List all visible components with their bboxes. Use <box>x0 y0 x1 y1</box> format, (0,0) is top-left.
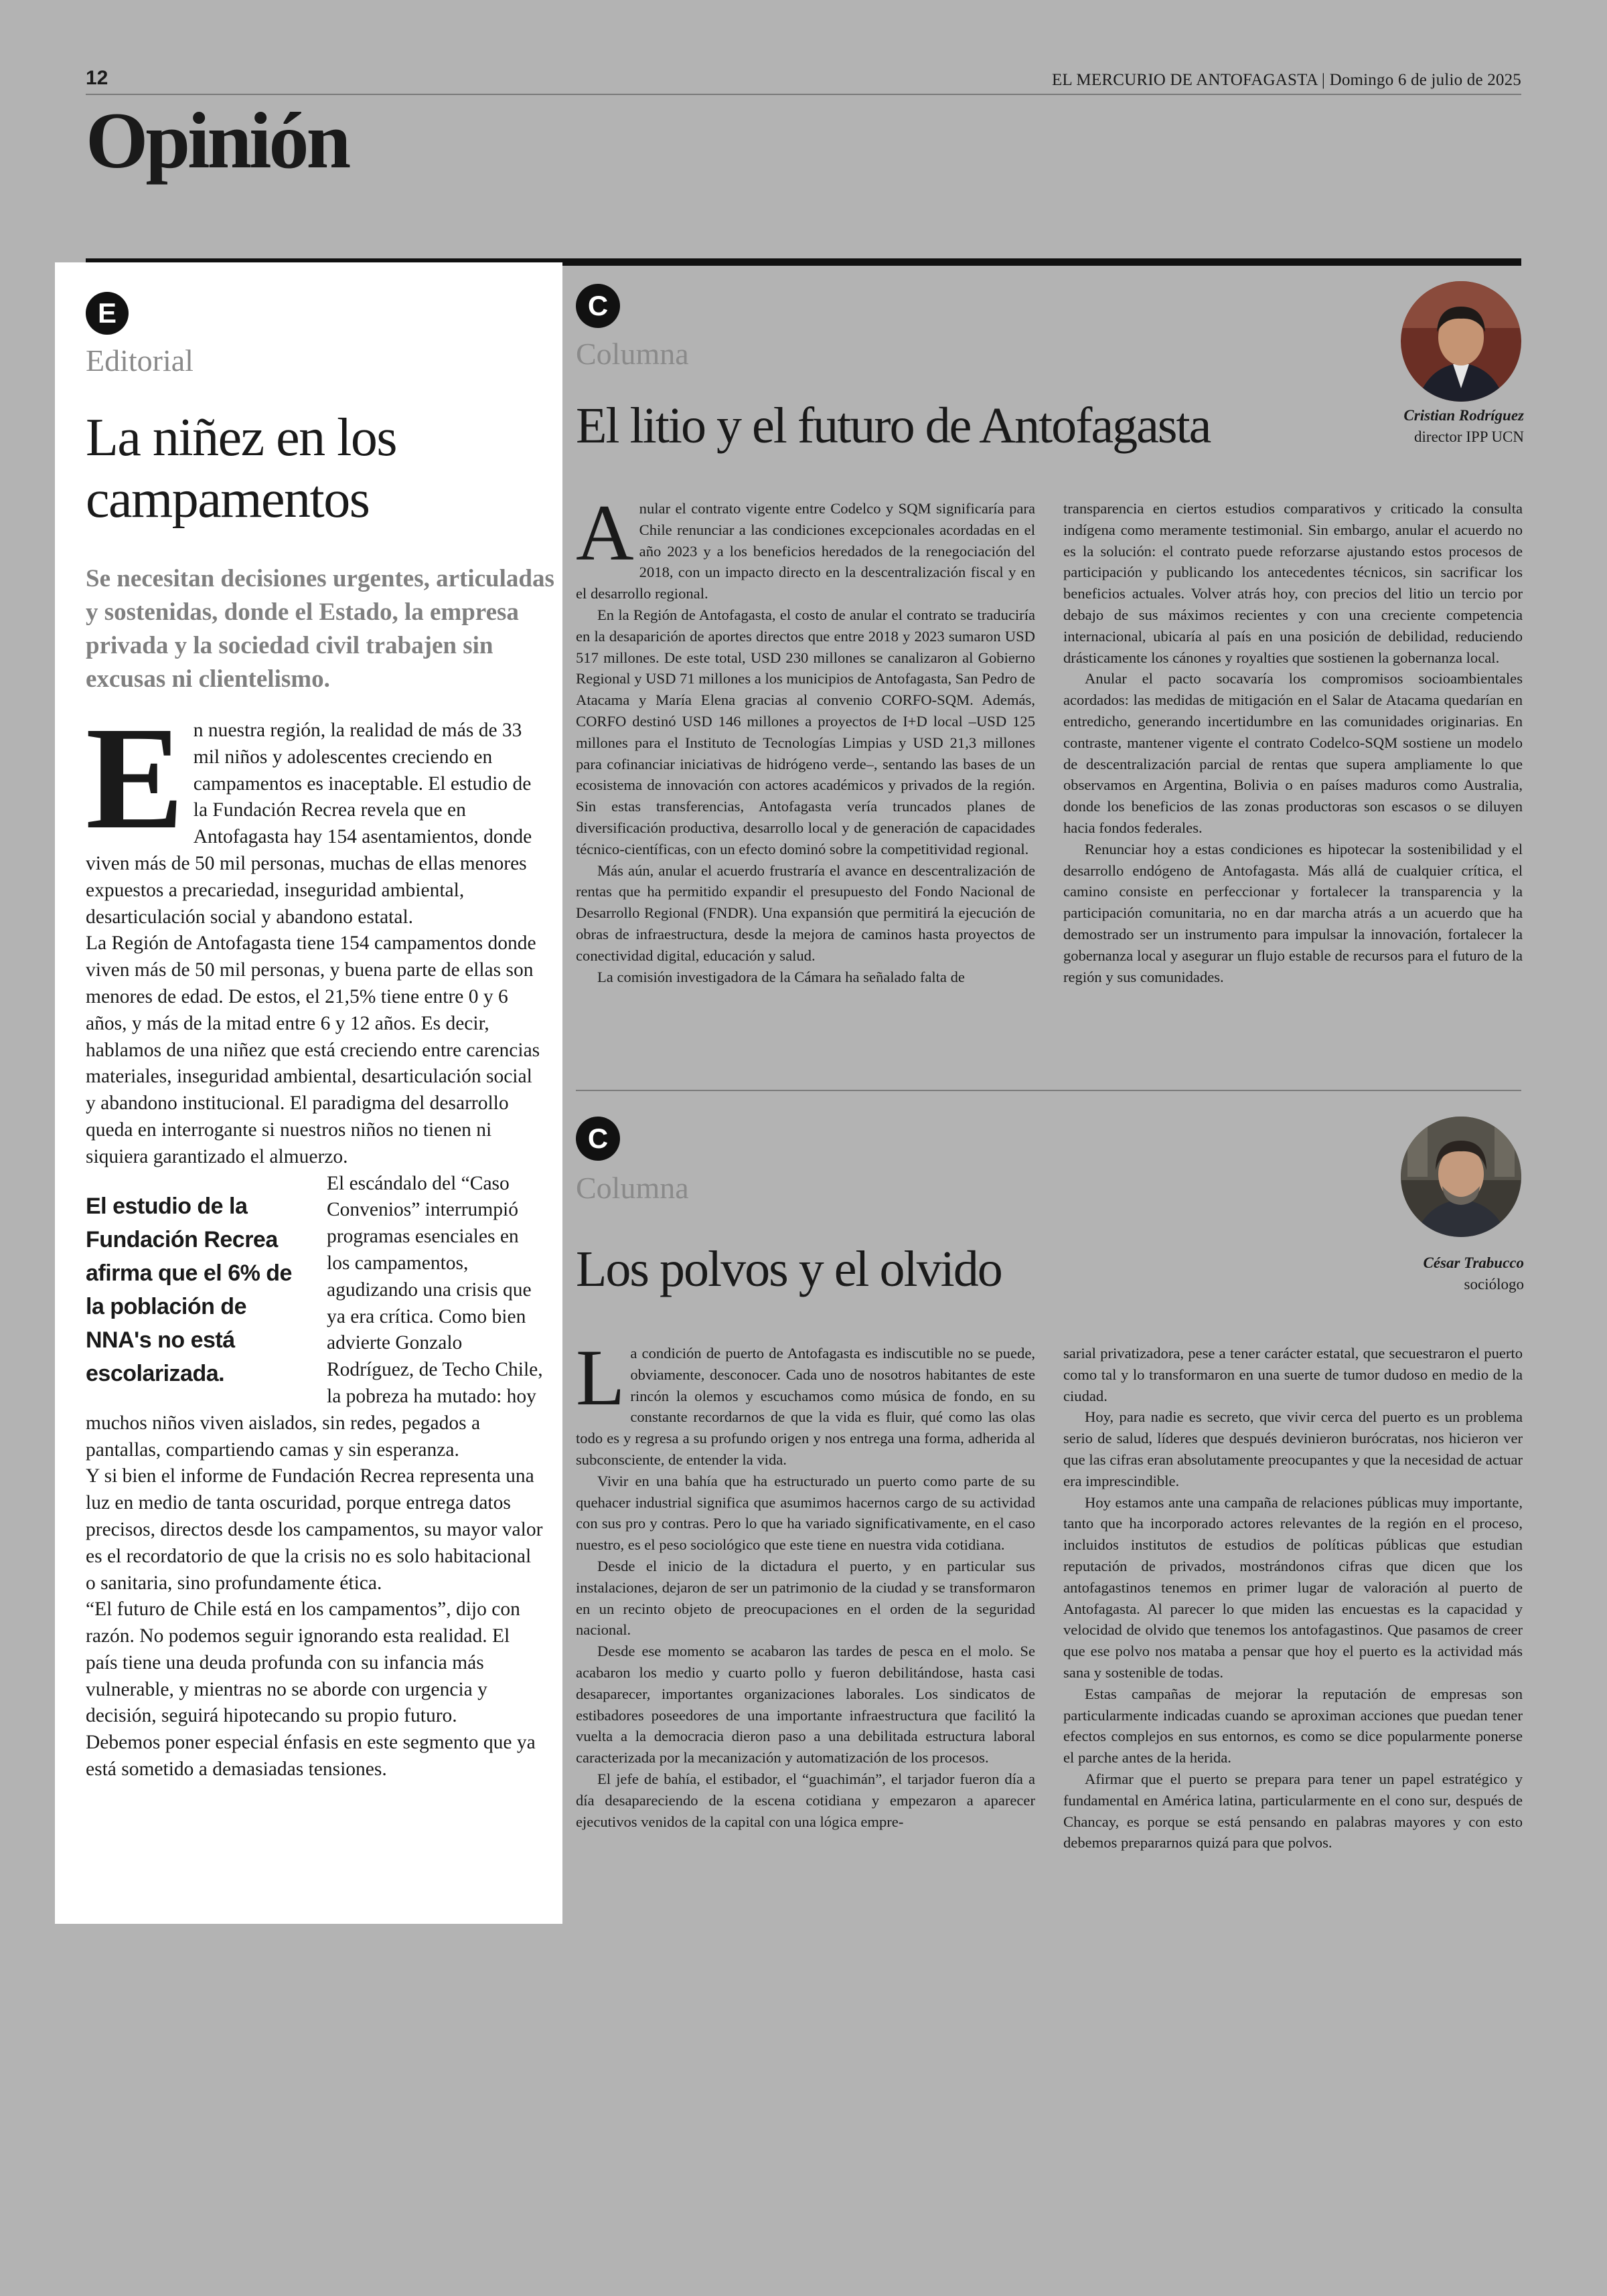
header-rule <box>86 94 1521 95</box>
editorial-paragraph: Y si bien el informe de Fundación Recrea representa una luz en medio de tanta oscuridad, porque entrega datos precisos, directos desde los campamentos, su mayor valor es el recordatorio de que la crisis no es solo habitacional o sanitaria, sino profundamente ética. <box>86 1465 543 1594</box>
editorial-lead: Se necesitan decisiones urgentes, articuladas y sostenidas, donde el Estado, la empresa privada y la sociedad civil trabajen sin excusas ni clientelismo. <box>86 565 554 693</box>
section-title: Opinión <box>86 96 349 185</box>
column2-text-left <box>576 1333 1035 1832</box>
column1-badge: C <box>576 284 620 328</box>
column2-paragraph: El jefe de bahía, el estibador, el “guachimán”, el tarjador fueron día a día desapareciendo de la escena cotidiana y empezaron a aparecer ejecutivos venidos de la capital con una lógica empre- <box>576 1770 1035 1830</box>
column2-text-right <box>1063 1343 1523 1854</box>
editorial-kicker: Editorial <box>86 343 194 378</box>
column2-paragraph: a condición de puerto de Antofagasta es indiscutible no se puede, obviamente, desconocer. Cada uno de nosotros habitantes de este rincón la olemos y escuchamos como música de fondo, en su constante recordarnos de que la vida es fluir, qué como las olas todo es y regresa a su profundo origen y nos entrega una forma, adherida al subconsciente, de entender la vida. <box>576 1345 1035 1468</box>
editorial-paragraph: “El futuro de Chile está en los campamentos”, dijo con razón. No podemos seguir ignorando esta realidad. El país tiene una deuda profunda con su infancia más vulnerable, y mientras no se aborde con urgencia y decisión, seguirá hipotecando su propio futuro. <box>86 1598 520 1727</box>
editorial-pull-quote: El estudio de la Fundación Recrea afirma que el 6% de la población de NNA's no está escolarizada. <box>86 1193 292 1386</box>
column2-headline: Los polvos y el olvido <box>576 1241 1002 1297</box>
author-photo-cristian-rodriguez <box>1401 281 1521 402</box>
editorial-drop-cap: E <box>86 696 184 859</box>
column1-paragraph: transparencia en ciertos estudios comparativos y criticado la consulta indígena como meramente testimonial. Sin embargo, anular el acuerdo no es la solución: el contrato puede reforzarse ajustando estos procesos de participación y publicando los antecedentes técnicos, sin sacrificar los beneficios actuales. Volver atrás hoy, con precios del litio un tercio por debajo de sus máximos recientes y con una creciente competencia internacional, ubicaría al país en una posición de debilidad, reduciendo drásticamente los cánones y royalties que sostienen la gobernanza local. <box>1063 500 1523 666</box>
author-photo-cesar-trabucco <box>1401 1117 1521 1237</box>
column1-paragraph: nular el contrato vigente entre Codelco y SQM significaría para Chile renunciar a las condiciones excepcionales acordadas en el año 2023 y a los beneficios heredados de la renegociación del 2018, con un impacto directo en la descentralización fiscal y en el desarrollo regional. <box>576 500 1035 602</box>
column2-author-role: sociólogo <box>1464 1276 1524 1293</box>
column2-paragraph: Hoy, para nadie es secreto, que vivir cerca del puerto es un problema serio de salud, líderes que después devinieron burócratas, nos hicieron ver que las cifras eran absolutamente preocupantes y que la necesidad de actuar era imprescindible. <box>1063 1408 1523 1489</box>
column1-drop-cap: A <box>576 488 634 577</box>
column1-text-right <box>1063 498 1523 987</box>
column-divider <box>576 1090 1521 1091</box>
column1-paragraph: En la Región de Antofagasta, el costo de anular el contrato se traduciría en la desaparición de aportes directos que entre 2018 y 2023 sumaron USD 517 millones. De este total, USD 230 millones se canalizaron al Gobierno Regional y USD 71 millones a los municipios de Antofagasta, San Pedro de Atacama y María Elena gracias al convenio CORFO-SQM. Además, CORFO destinó USD 146 millones a proyectos de I+D local –USD 125 millones para el Instituto de Tecnologías Limpias y USD 21,3 millones para cofinanciar iniciativas de hidrógeno verde–, sentando las bases de un ecosistema de innovación con actores académicos y privados de la región. Sin estas transferencias, Antofagasta vería truncados planes de diversificación productiva, desarrollo local y de generación de capacidades técnico-científicas, con un efecto dominó sobre la competitividad regional. <box>576 606 1035 857</box>
masthead: EL MERCURIO DE ANTOFAGASTA | Domingo 6 de julio de 2025 <box>1051 71 1521 89</box>
editorial-badge: E <box>86 292 129 335</box>
column1-headline: El litio y el futuro de Antofagasta <box>576 398 1211 454</box>
column2-badge: C <box>576 1117 620 1161</box>
column2-author-name: César Trabucco <box>1423 1254 1524 1271</box>
editorial-paragraph: n nuestra región, la realidad de más de 33 mil niños y adolescentes creciendo en campamentos es inaceptable. El estudio de la Fundación Recrea revela que en Antofagasta hay 154 asentamientos, donde viven más de 50 mil personas, muchas de ellas menores expuestos a precariedad, inseguridad ambiental, desarticulación social y abandono estatal. <box>86 720 532 928</box>
editorial-headline: La niñez en los campamentos <box>86 408 396 529</box>
editorial-paragraph: La Región de Antofagasta tiene 154 campamentos donde viven más de 50 mil personas, y buena parte de ellas son menores de edad. De estos, el 21,5% tiene entre 0 y 6 años, y más de la mitad entre 6 y 12 años. Es decir, hablamos de una niñez que está creciendo entre carencias materiales, inseguridad ambiental, desarticulación social y abandono institucional. El paradigma del desarrollo queda en interrogante si nuestros niños no tienen ni siquiera garantizado el almuerzo. <box>86 932 540 1167</box>
column1-paragraph: La comisión investigadora de la Cámara ha señalado falta de <box>597 968 965 985</box>
column2-kicker: Columna <box>576 1171 689 1205</box>
column1-author-role: director IPP UCN <box>1414 428 1524 445</box>
column2-paragraph: Vivir en una bahía que ha estructurado un puerto como parte de su quehacer industrial significa que asumimos hacernos cargo de su actividad con sus pro y contras. Pero lo que ha variado significativamente, en el caso nuestro, es el peso sociológico que este tiene en nuestra vida cotidiana. <box>576 1472 1035 1554</box>
editorial-paragraph: El escándalo del “Caso Convenios” interrumpió programas esenciales en los campamentos, agudizando una crisis que ya era crítica. Como bien advierte Gonzalo Rodríguez, de Techo Chile, la pobreza ha mutado: hoy muchos niños viven aislados, sin redes, pegados a pantallas, compartiendo camas y sin esperanza. <box>86 1172 543 1461</box>
editorial-paragraph: Debemos poner especial énfasis en este segmento que ya está sometido a demasiadas tensiones. <box>86 1732 536 1781</box>
column1-paragraph: Más aún, anular el acuerdo frustraría el avance en descentralización de rentas que ha permitido expandir el presupuesto del Fondo Nacional de Desarrollo Regional (FNDR). Una expansión que permitirá la ejecución de obras de infraestructura, desde la mejora de caminos hasta proyectos de conectividad digital, educación y salud. <box>576 862 1035 964</box>
column1-paragraph: Renunciar hoy a estas condiciones es hipotecar la sostenibilidad y el desarrollo endógeno de Antofagasta. Más allá de cualquier crítica, el camino consiste en perfeccionar y fortalecer la transparencia y la participación comunitaria, no en dar marcha atrás a un acuerdo que ha demostrado ser un instrumento para impulsar la innovación, fortalecer la gobernanza local y asegurar un flujo estable de recursos para el futuro de la región y sus comunidades. <box>1063 840 1523 985</box>
column2-drop-cap: L <box>576 1333 625 1422</box>
column1-text-left <box>576 488 1035 987</box>
page-number: 12 <box>86 67 108 89</box>
column1-paragraph: Anular el pacto socavaría los compromisos socioambientales acordados: las medidas de mitigación en el Salar de Atacama quedarían en entredicho, generando incertidumbre en las comunidades originarias. En contraste, mantener vigente el contrato Codelco-SQM sostiene un modelo de descentralización parcial de rentas que supera ampliamente lo que observamos en Argentina, Bolivia o en países maduros como Australia, donde los beneficios de las zonas productoras son escasos o se diluyen hacia fondos federales. <box>1063 670 1523 836</box>
column2-paragraph: Desde el inicio de la dictadura el puerto, y en particular sus instalaciones, dejaron de ser un patrimonio de la ciudad y se transformaron en un recinto objeto de preocupaciones en el orden de la seguridad nacional. <box>576 1557 1035 1639</box>
editorial-body <box>86 696 544 1783</box>
column2-paragraph: Desde ese momento se acabaron las tardes de pesca en el molo. Se acabaron los medio y cuarto pollo y fueron debilitándose, hasta casi desaparecer, importantes organizaciones laborales. Los sindicatos de estibadores poseedores de una importante infraestructura que facilitó la vuelta a la democracia dieron paso a una debilitada estructura laboral caracterizada por la mecanización y automatización de los procesos. <box>576 1643 1035 1767</box>
column1-kicker: Columna <box>576 337 689 371</box>
column2-paragraph: Estas campañas de mejorar la reputación de empresas son particularmente indicadas cuando se aproximan acciones que puedan tener efectos complejos en sus entornos, es como se dice popularmente ponerse el parche antes de la herida. <box>1063 1685 1523 1767</box>
column2-paragraph: sarial privatizadora, pese a tener carácter estatal, que secuestraron el puerto como tal y lo transformaron en una suerte de tumor dudoso en medio de la ciudad. <box>1063 1345 1523 1404</box>
column2-paragraph: Hoy estamos ante una campaña de relaciones públicas muy importante, tanto que ha incorporado actores relevantes de la región en el proceso, incluidos institutos de estudios de políticas públicas que estudian reputación de privados, mostrándonos cifras que dicen que los antofagastinos tenemos en primer lugar de valoración al puerto de Antofagasta. Al parecer lo que miden las encuestas es la capacidad y velocidad de olvido que tenemos los antofagastinos. Que pasamos de creer que ese polvo nos mataba a pensar que hoy el puerto es la actividad más sana y sostenible de todas. <box>1063 1493 1523 1681</box>
column1-author-name: Cristian Rodríguez <box>1403 407 1524 424</box>
column2-paragraph: Afirmar que el puerto se prepara para tener un papel estratégico y fundamental en América latina, particularmente en el cono sur, después de Chancay, es porque se está pensando en palabras mayores y con esto debemos prepararnos quizá para que polvos. <box>1063 1770 1523 1852</box>
